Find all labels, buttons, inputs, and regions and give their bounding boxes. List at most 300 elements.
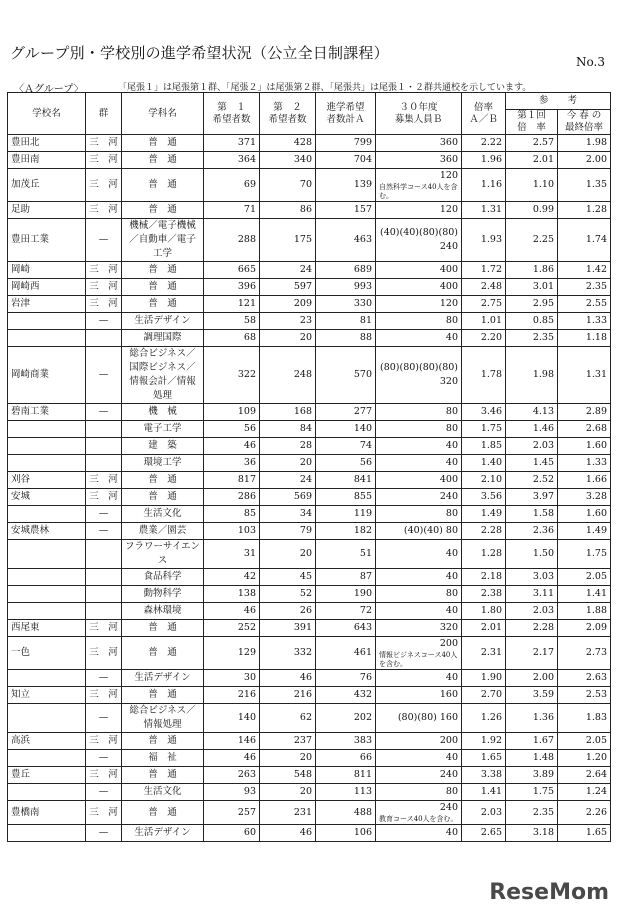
row-second xyxy=(260,687,316,704)
row-first-text: 31 xyxy=(243,548,256,559)
row-first-text: 216 xyxy=(237,689,256,700)
row-prev xyxy=(558,296,611,313)
row-gun-text: 三 河 xyxy=(89,735,118,746)
row-quota-text: 40 xyxy=(445,672,458,683)
row-second-text: 52 xyxy=(299,588,312,599)
row-total xyxy=(316,569,376,586)
row-ratio xyxy=(462,455,506,472)
row-first xyxy=(204,279,260,296)
row-ratio1 xyxy=(506,279,558,296)
row-first-text: 36 xyxy=(243,457,256,468)
application-table xyxy=(7,92,611,842)
row-total-text: 140 xyxy=(353,423,372,434)
row-ratio1-text: 2.35 xyxy=(532,332,554,343)
header-gun: 群 xyxy=(86,93,122,135)
row-total-text: 383 xyxy=(353,735,372,746)
row-ratio-text: 1.16 xyxy=(480,179,502,190)
row-ratio xyxy=(462,330,506,347)
row-prev xyxy=(558,750,611,767)
row-dept-text: 普 通 xyxy=(148,647,177,658)
row-prev xyxy=(558,330,611,347)
row-school-text: 豊丘 xyxy=(11,769,31,780)
row-prev-text: 1.20 xyxy=(585,752,608,763)
row-ratio-text: 1.78 xyxy=(480,369,502,380)
row-gun xyxy=(86,586,122,603)
row-second xyxy=(260,801,316,825)
row-second-text: 340 xyxy=(293,154,312,165)
row-prev-text: 3.28 xyxy=(585,491,608,502)
row-gun xyxy=(86,262,122,279)
row-gun xyxy=(86,202,122,219)
row-prev-text: 1.75 xyxy=(585,548,608,559)
row-ratio-text: 1.92 xyxy=(480,735,502,746)
row-ratio xyxy=(462,523,506,540)
row-total-text: 113 xyxy=(353,786,372,797)
row-quota-text: (80)(80)(80)(80) 320 xyxy=(379,362,458,387)
row-gun-text: 三 河 xyxy=(89,137,118,148)
row-school xyxy=(8,637,86,670)
row-quota-text: 160 xyxy=(439,689,458,700)
row-total-text: 811 xyxy=(353,769,372,780)
row-first-text: 129 xyxy=(237,647,256,658)
row-dept-text: 生活デザイン xyxy=(134,315,191,326)
row-total-text: 56 xyxy=(359,457,372,468)
row-total xyxy=(316,438,376,455)
row-prev xyxy=(558,472,611,489)
row-ratio1-text: 1.58 xyxy=(532,508,554,519)
row-dept xyxy=(122,347,204,404)
row-second-text: 20 xyxy=(299,548,312,559)
row-first-text: 322 xyxy=(237,369,256,380)
row-ratio1 xyxy=(506,330,558,347)
row-first-text: 286 xyxy=(237,491,256,502)
row-first-text: 30 xyxy=(243,672,256,683)
row-gun xyxy=(86,279,122,296)
row-quota xyxy=(376,219,462,262)
row-school-text: 岩津 xyxy=(11,298,31,309)
row-school-text: 加茂丘 xyxy=(11,179,40,190)
row-first xyxy=(204,540,260,569)
row-second xyxy=(260,219,316,262)
row-prev-text: 2.05 xyxy=(585,735,608,746)
row-ratio1-text: 1.48 xyxy=(532,752,554,763)
row-total xyxy=(316,135,376,152)
row-gun xyxy=(86,330,122,347)
row-gun xyxy=(86,620,122,637)
row-dept xyxy=(122,202,204,219)
row-first xyxy=(204,825,260,842)
row-quota-text: 40 xyxy=(445,752,458,763)
row-school xyxy=(8,569,86,586)
row-school-text: 知立 xyxy=(11,689,31,700)
row-gun xyxy=(86,404,122,421)
row-quota xyxy=(376,313,462,330)
table-row xyxy=(8,347,611,404)
row-dept xyxy=(122,637,204,670)
row-quota-text: 80 xyxy=(445,786,458,797)
row-ratio xyxy=(462,784,506,801)
row-prev-text: 1.60 xyxy=(585,508,608,519)
row-dept-text: 機 械 xyxy=(148,406,177,417)
row-quota xyxy=(376,569,462,586)
table-row xyxy=(8,135,611,152)
table-row xyxy=(8,472,611,489)
row-ratio xyxy=(462,586,506,603)
row-ratio1 xyxy=(506,506,558,523)
row-ratio1 xyxy=(506,569,558,586)
row-ratio1 xyxy=(506,438,558,455)
row-quota xyxy=(376,733,462,750)
row-school-text: 足助 xyxy=(11,204,31,215)
row-total xyxy=(316,825,376,842)
table-row xyxy=(8,733,611,750)
row-dept xyxy=(122,152,204,169)
table-row xyxy=(8,152,611,169)
row-second-text: 569 xyxy=(293,491,312,502)
row-dept-text: 機械／電子機械／自動車／電子工学 xyxy=(129,220,196,259)
row-second-text: 26 xyxy=(299,605,312,616)
row-quota-text: 240 xyxy=(439,769,458,780)
row-total-text: 88 xyxy=(359,332,372,343)
row-second-text: 45 xyxy=(299,571,312,582)
row-second xyxy=(260,472,316,489)
row-prev-text: 1.98 xyxy=(585,137,608,148)
header-ratio: 倍率 Ａ／Ｂ xyxy=(462,93,506,135)
row-ratio1-text: 2.17 xyxy=(532,647,554,658)
row-second xyxy=(260,135,316,152)
row-quota xyxy=(376,279,462,296)
table-row xyxy=(8,202,611,219)
row-quota xyxy=(376,670,462,687)
row-total-text: 139 xyxy=(353,179,372,190)
row-ratio-text: 2.01 xyxy=(480,622,502,633)
row-total xyxy=(316,219,376,262)
row-first xyxy=(204,135,260,152)
row-prev xyxy=(558,637,611,670)
row-dept xyxy=(122,670,204,687)
row-quota-text: 360 xyxy=(439,137,458,148)
row-total-text: 463 xyxy=(353,234,372,245)
row-ratio-text: 2.28 xyxy=(480,525,502,536)
row-second xyxy=(260,438,316,455)
row-ratio1-text: 2.28 xyxy=(532,622,554,633)
row-second-text: 79 xyxy=(299,525,312,536)
table-row xyxy=(8,438,611,455)
row-second-text: 548 xyxy=(293,769,312,780)
row-prev xyxy=(558,687,611,704)
header-first: 第 １ 希望者数 xyxy=(204,93,260,135)
row-prev-text: 1.42 xyxy=(585,264,608,275)
row-prev-text: 1.88 xyxy=(585,605,608,616)
row-second-text: 28 xyxy=(299,440,312,451)
row-second-text: 34 xyxy=(299,508,312,519)
row-prev-text: 1.60 xyxy=(585,440,608,451)
row-ratio xyxy=(462,421,506,438)
row-ratio1-text: 1.50 xyxy=(532,548,554,559)
row-gun-text: 三 河 xyxy=(89,647,118,658)
row-first-text: 69 xyxy=(243,179,256,190)
quota-note: 自然科学コース40人を含む。 xyxy=(379,183,458,200)
row-prev-text: 1.74 xyxy=(585,234,608,245)
table-row xyxy=(8,825,611,842)
row-ratio xyxy=(462,279,506,296)
row-ratio1-text: 3.59 xyxy=(532,689,554,700)
row-total-text: 66 xyxy=(359,752,372,763)
row-total xyxy=(316,750,376,767)
row-quota xyxy=(376,169,462,202)
row-total-text: 106 xyxy=(353,827,372,838)
row-second-text: 216 xyxy=(293,689,312,700)
row-school xyxy=(8,620,86,637)
row-gun xyxy=(86,347,122,404)
row-quota xyxy=(376,603,462,620)
header-quota: ３０年度 募集人員Ｂ xyxy=(376,93,462,135)
row-ratio1 xyxy=(506,704,558,733)
row-school xyxy=(8,540,86,569)
row-gun xyxy=(86,169,122,202)
row-first xyxy=(204,687,260,704)
row-dept xyxy=(122,421,204,438)
row-dept xyxy=(122,733,204,750)
table-body xyxy=(8,135,611,842)
row-total-text: 182 xyxy=(353,525,372,536)
row-total-text: 277 xyxy=(353,406,372,417)
row-prev-text: 2.68 xyxy=(585,423,608,434)
row-second xyxy=(260,330,316,347)
row-total xyxy=(316,670,376,687)
row-total-text: 432 xyxy=(353,689,372,700)
row-total xyxy=(316,801,376,825)
row-dept-text: 生活デザイン xyxy=(134,827,191,838)
row-second xyxy=(260,586,316,603)
row-ratio1-text: 1.36 xyxy=(532,712,554,723)
row-ratio-text: 2.31 xyxy=(480,647,502,658)
row-gun xyxy=(86,637,122,670)
row-second xyxy=(260,404,316,421)
row-second-text: 428 xyxy=(293,137,312,148)
table-row xyxy=(8,603,611,620)
row-dept xyxy=(122,313,204,330)
row-first xyxy=(204,262,260,279)
row-dept xyxy=(122,801,204,825)
row-ratio xyxy=(462,202,506,219)
row-quota-text: 120 xyxy=(439,170,458,181)
row-ratio xyxy=(462,569,506,586)
row-first-text: 46 xyxy=(243,752,256,763)
row-first xyxy=(204,347,260,404)
row-first xyxy=(204,152,260,169)
row-first xyxy=(204,603,260,620)
row-gun xyxy=(86,421,122,438)
row-prev xyxy=(558,347,611,404)
row-total-text: 855 xyxy=(353,491,372,502)
row-dept-text: 生活文化 xyxy=(143,508,182,519)
row-second xyxy=(260,347,316,404)
row-quota-text: 40 xyxy=(445,332,458,343)
row-second xyxy=(260,670,316,687)
row-first-text: 371 xyxy=(237,137,256,148)
row-prev xyxy=(558,825,611,842)
row-prev xyxy=(558,404,611,421)
row-first-text: 121 xyxy=(237,298,256,309)
row-ratio1-text: 2.03 xyxy=(532,605,554,616)
row-first-text: 817 xyxy=(237,474,256,485)
row-gun-text: 三 河 xyxy=(89,769,118,780)
row-school-text: 豊田工業 xyxy=(11,234,50,245)
row-total xyxy=(316,296,376,313)
row-total xyxy=(316,523,376,540)
row-first xyxy=(204,330,260,347)
row-ratio1-text: 2.25 xyxy=(532,234,554,245)
row-gun-text: — xyxy=(98,712,109,723)
row-prev-text: 1.33 xyxy=(585,315,608,326)
row-total-text: 643 xyxy=(353,622,372,633)
row-quota-text: 120 xyxy=(439,204,458,215)
row-second xyxy=(260,784,316,801)
row-first xyxy=(204,620,260,637)
row-dept xyxy=(122,825,204,842)
row-dept-text: 生活デザイン xyxy=(134,672,191,683)
row-gun-text: 三 河 xyxy=(89,806,118,818)
row-first-text: 364 xyxy=(237,154,256,165)
row-ratio1 xyxy=(506,733,558,750)
row-quota xyxy=(376,506,462,523)
row-school xyxy=(8,603,86,620)
row-ratio-text: 2.65 xyxy=(480,827,502,838)
row-dept xyxy=(122,330,204,347)
row-ratio-text: 1.72 xyxy=(480,264,502,275)
row-prev-text: 2.64 xyxy=(585,769,608,780)
row-total xyxy=(316,620,376,637)
row-quota xyxy=(376,262,462,279)
row-second xyxy=(260,637,316,670)
header-prev: 今 春 の 最終倍率 xyxy=(558,110,611,135)
row-gun-text: 三 河 xyxy=(89,154,118,165)
row-ratio xyxy=(462,767,506,784)
table-row xyxy=(8,506,611,523)
row-prev xyxy=(558,586,611,603)
row-ratio-text: 1.49 xyxy=(480,508,502,519)
row-prev xyxy=(558,262,611,279)
row-second-text: 46 xyxy=(299,672,312,683)
row-ratio xyxy=(462,506,506,523)
header-reference: 参 考 xyxy=(506,93,611,110)
row-second-text: 168 xyxy=(293,406,312,417)
row-prev-text: 1.35 xyxy=(585,179,608,190)
row-prev-text: 1.65 xyxy=(585,827,608,838)
row-gun-text: 三 河 xyxy=(89,474,118,485)
row-gun xyxy=(86,472,122,489)
header-school: 学校名 xyxy=(8,93,86,135)
row-ratio xyxy=(462,219,506,262)
row-school xyxy=(8,750,86,767)
row-ratio-text: 2.03 xyxy=(480,806,502,818)
table-row xyxy=(8,620,611,637)
row-prev xyxy=(558,202,611,219)
row-prev xyxy=(558,733,611,750)
row-ratio xyxy=(462,152,506,169)
table-row xyxy=(8,262,611,279)
row-first xyxy=(204,296,260,313)
row-second xyxy=(260,750,316,767)
row-quota xyxy=(376,438,462,455)
row-school-text: 豊田北 xyxy=(11,137,40,148)
row-ratio xyxy=(462,733,506,750)
row-ratio1-text: 1.86 xyxy=(532,264,554,275)
row-first xyxy=(204,506,260,523)
row-ratio xyxy=(462,135,506,152)
row-gun xyxy=(86,569,122,586)
table-row xyxy=(8,586,611,603)
row-quota-text: 200 xyxy=(439,638,458,649)
page-number: No.3 xyxy=(576,55,605,69)
row-school xyxy=(8,404,86,421)
row-ratio-text: 1.85 xyxy=(480,440,502,451)
row-second-text: 20 xyxy=(299,786,312,797)
row-total-text: 190 xyxy=(353,588,372,599)
row-quota xyxy=(376,801,462,825)
row-prev-text: 1.49 xyxy=(585,525,608,536)
row-first xyxy=(204,733,260,750)
row-ratio-text: 2.38 xyxy=(480,588,502,599)
row-first-text: 46 xyxy=(243,605,256,616)
row-total xyxy=(316,330,376,347)
row-dept xyxy=(122,750,204,767)
row-prev xyxy=(558,279,611,296)
table-row xyxy=(8,523,611,540)
row-quota xyxy=(376,472,462,489)
row-quota xyxy=(376,586,462,603)
row-quota xyxy=(376,296,462,313)
row-prev xyxy=(558,603,611,620)
row-prev-text: 1.41 xyxy=(585,588,608,599)
row-ratio1-text: 3.03 xyxy=(532,571,554,582)
row-quota-text: 40 xyxy=(445,440,458,451)
row-school xyxy=(8,330,86,347)
row-quota-text: 120 xyxy=(439,298,458,309)
row-ratio xyxy=(462,750,506,767)
row-prev-text: 1.83 xyxy=(585,712,608,723)
row-first-text: 396 xyxy=(237,281,256,292)
row-ratio1 xyxy=(506,540,558,569)
row-quota xyxy=(376,135,462,152)
row-quota xyxy=(376,152,462,169)
row-second-text: 391 xyxy=(293,622,312,633)
row-second xyxy=(260,279,316,296)
table-row xyxy=(8,569,611,586)
row-school-text: 刈谷 xyxy=(11,474,31,485)
table-row xyxy=(8,330,611,347)
row-school xyxy=(8,472,86,489)
row-first-text: 146 xyxy=(237,735,256,746)
row-dept-text: フラワーサイエンス xyxy=(125,541,200,566)
row-prev-text: 2.00 xyxy=(585,154,608,165)
row-quota xyxy=(376,637,462,670)
row-gun-text: 三 河 xyxy=(89,622,118,633)
row-prev-text: 1.33 xyxy=(585,457,608,468)
row-ratio1-text: 3.18 xyxy=(532,827,554,838)
row-second xyxy=(260,421,316,438)
row-total-text: 461 xyxy=(353,647,372,658)
row-quota xyxy=(376,687,462,704)
table-row xyxy=(8,670,611,687)
row-second-text: 248 xyxy=(293,369,312,380)
row-quota-text: 200 xyxy=(439,735,458,746)
row-school xyxy=(8,202,86,219)
row-total xyxy=(316,687,376,704)
row-prev xyxy=(558,438,611,455)
row-total-text: 51 xyxy=(359,548,372,559)
